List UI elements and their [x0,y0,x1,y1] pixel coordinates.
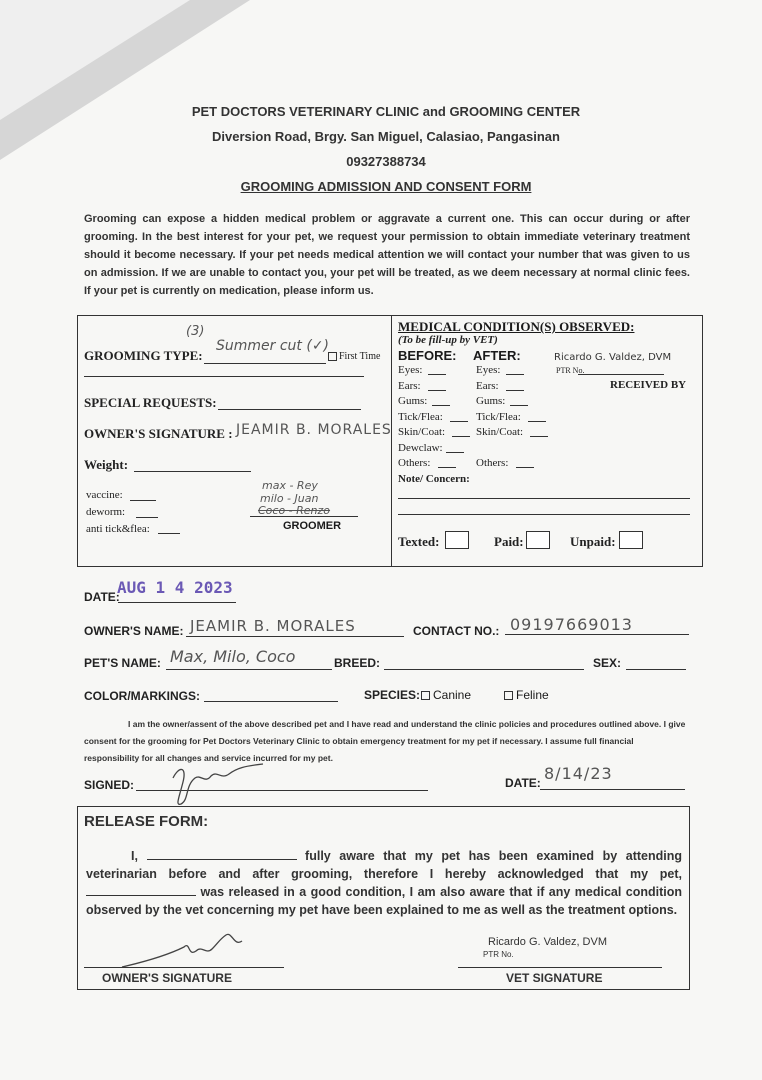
species-label: SPECIES: [364,688,421,702]
owner-name-value[interactable]: JEAMIR B. MORALES [190,617,356,635]
release-text-1: I, [131,849,138,863]
before-item-3: Tick/Flea: [398,410,443,423]
feline-label: Feline [516,688,549,702]
vaccine-line[interactable] [130,500,156,501]
grooming-count-note: (3) [186,324,205,339]
grooming-type-value[interactable]: Summer cut (✓) [216,338,330,354]
owner-name-label: OWNER'S NAME: [84,624,184,638]
pet-name-label: PET'S NAME: [84,656,161,670]
release-vet-name: Ricardo G. Valdez, DVM [488,936,608,948]
before-line-0[interactable] [428,374,446,375]
grooming-medical-box [77,315,703,567]
before-item-6: Others: [398,457,431,469]
release-title: RELEASE FORM: [84,813,209,830]
clinic-address: Diversion Road, Brgy. San Miguel, Calasiao, Pangasinan [212,129,560,144]
before-label: BEFORE: [398,348,457,363]
release-vet-sig-label: VET SIGNATURE [506,971,603,985]
breed-label: BREED: [334,656,381,670]
unpaid-label: Unpaid: [570,534,616,549]
groomer-line [250,516,358,517]
deworm-label: deworm: [86,506,126,518]
color-markings-label: COLOR/MARKINGS: [84,689,200,703]
after-line-4[interactable] [530,436,548,437]
intro-paragraph: Grooming can expose a hidden medical problem or aggravate a current one. This can occur during or after grooming. In the best interest for your pet, we request your permission to obtain immediate veterinary treatment should it become necessary. If your pet needs medical attention we will contact your number that was given to us on admission. If we are unable to contact you, your pet will be treated, as we deem necessary at normal clinic fees. If your pet is currently on medication, please inform us. [84,213,690,297]
paid-checkbox[interactable] [526,531,550,549]
note-concern-label: Note/ Concern: [398,473,470,485]
release-owner-blank[interactable] [147,859,297,860]
sex-line[interactable] [626,669,686,670]
date-stamp: AUG 1 4 2023 [117,578,233,597]
after-line-1[interactable] [506,390,524,391]
contact-line [505,634,689,635]
canine-checkbox[interactable] [421,691,430,700]
date-label: DATE: [84,590,120,604]
special-requests-label: SPECIAL REQUESTS: [84,395,217,410]
after-item-3: Tick/Flea: [476,410,521,423]
feline-checkbox[interactable] [504,691,513,700]
deworm-line[interactable] [136,517,158,518]
weight-label: Weight: [84,457,129,472]
sex-label: SEX: [593,656,622,670]
before-item-4: Skin/Coat: [398,426,446,438]
form-title: GROOMING ADMISSION AND CONSENT FORM [240,179,532,194]
first-time-checkbox[interactable] [328,352,337,361]
grooming-type-line-2 [84,376,364,377]
after-item-0: Eyes: [476,364,501,376]
vet-name-stamp: Ricardo G. Valdez, DVM [554,352,672,363]
received-by-label: RECEIVED BY [610,379,687,391]
breed-line[interactable] [384,669,584,670]
signed-date-value[interactable]: 8/14/23 [544,764,613,783]
box-divider [391,316,392,566]
weight-line[interactable] [134,471,251,472]
release-paragraph [86,847,682,919]
after-item-1: Ears: [476,379,499,392]
pet-name-value[interactable]: Max, Milo, Coco [170,647,296,666]
clinic-name: PET DOCTORS VETERINARY CLINIC and GROOMING CENTER [191,104,581,119]
clinic-phone: 09327388734 [346,154,426,169]
signed-date-label: DATE: [505,776,541,790]
release-text-3: was released in a good condition, I am also aware that if any medical condition observed by the vet concerning my pet have been explained to me as well as the treatment options. [86,885,682,917]
groomer-note-2: milo - Juan [260,492,319,505]
antitick-label: anti tick&flea: [86,523,150,535]
groomer-note-3: Coco - Renzo [258,504,331,517]
release-owner-sig-line[interactable] [84,967,284,968]
antitick-line[interactable] [158,533,180,534]
after-item-2: Gums: [476,395,506,407]
release-text-2: fully aware that my pet has been examined by attending veterinarian before and after grooming, therefore I hereby acknowledged that my pet, [86,849,682,881]
signed-date-line [540,789,685,790]
before-line-1[interactable] [428,390,446,391]
paid-label: Paid: [494,534,524,549]
release-pet-blank[interactable] [86,895,196,896]
before-item-0: Eyes: [398,364,423,376]
before-line-2[interactable] [432,405,450,406]
signed-label: SIGNED: [84,778,135,792]
after-line-6[interactable] [516,467,534,468]
before-line-4[interactable] [452,436,470,437]
before-line-5[interactable] [446,452,464,453]
grooming-type-line [204,363,326,364]
release-ptr-label: PTR No. [483,950,514,959]
after-line-2[interactable] [510,405,528,406]
ptr-label: PTR No. [556,366,585,375]
release-owner-scribble [118,927,258,971]
after-item-6: Others: [476,457,509,469]
contact-value[interactable]: 09197669013 [510,615,633,634]
date-line [118,602,236,603]
unpaid-checkbox[interactable] [619,531,643,549]
owner-name-line [186,636,404,637]
before-line-3[interactable] [450,421,468,422]
before-item-1: Ears: [398,379,421,392]
medical-title: MEDICAL CONDITION(S) OBSERVED: [398,319,635,334]
canine-label: Canine [433,688,472,702]
special-requests-line[interactable] [218,409,361,410]
before-line-6[interactable] [438,467,456,468]
after-label: AFTER: [473,348,521,363]
first-time-label: First Time [339,351,381,362]
pet-name-line [166,669,332,670]
owner-signature-scribble [165,758,275,810]
owner-signature-label: OWNER'S SIGNATURE : [84,426,233,441]
note-line-2[interactable] [398,514,690,515]
groomer-label: GROOMER [283,520,342,532]
note-line-1[interactable] [398,498,690,499]
after-item-4: Skin/Coat: [476,426,524,438]
before-item-5: Dewclaw: [398,441,443,454]
contact-label: CONTACT NO.: [413,624,500,638]
color-markings-line[interactable] [204,701,338,702]
release-form-box [77,806,690,990]
clinic-header [0,104,762,204]
before-item-2: Gums: [398,395,428,407]
medical-subtitle: (To be fill-up by VET) [398,334,498,346]
page-fold-highlight [0,0,190,120]
after-line-0[interactable] [506,374,524,375]
release-vet-sig-line[interactable] [458,967,662,968]
ptr-line [578,374,664,375]
release-owner-sig-label: OWNER'S SIGNATURE [102,971,232,985]
after-line-3[interactable] [528,421,546,422]
vaccine-label: vaccine: [86,489,123,501]
texted-label: Texted: [398,534,440,549]
groomer-note-1: max - Rey [262,479,318,492]
consent-text: I am the owner/assent of the above described pet and I have read and understand the clinic policies and procedures outlined above. I give consent for the grooming for Pet Doctors Veterinary Clinic to obtain emergency treatment for my pet if necessary. I assume full financial responsibility for all changes and service incurred for my pet. [84,719,686,763]
owner-signature-value[interactable]: JEAMIR B. MORALES [236,422,392,438]
grooming-type-label: GROOMING TYPE: [84,348,203,363]
texted-checkbox[interactable] [445,531,469,549]
